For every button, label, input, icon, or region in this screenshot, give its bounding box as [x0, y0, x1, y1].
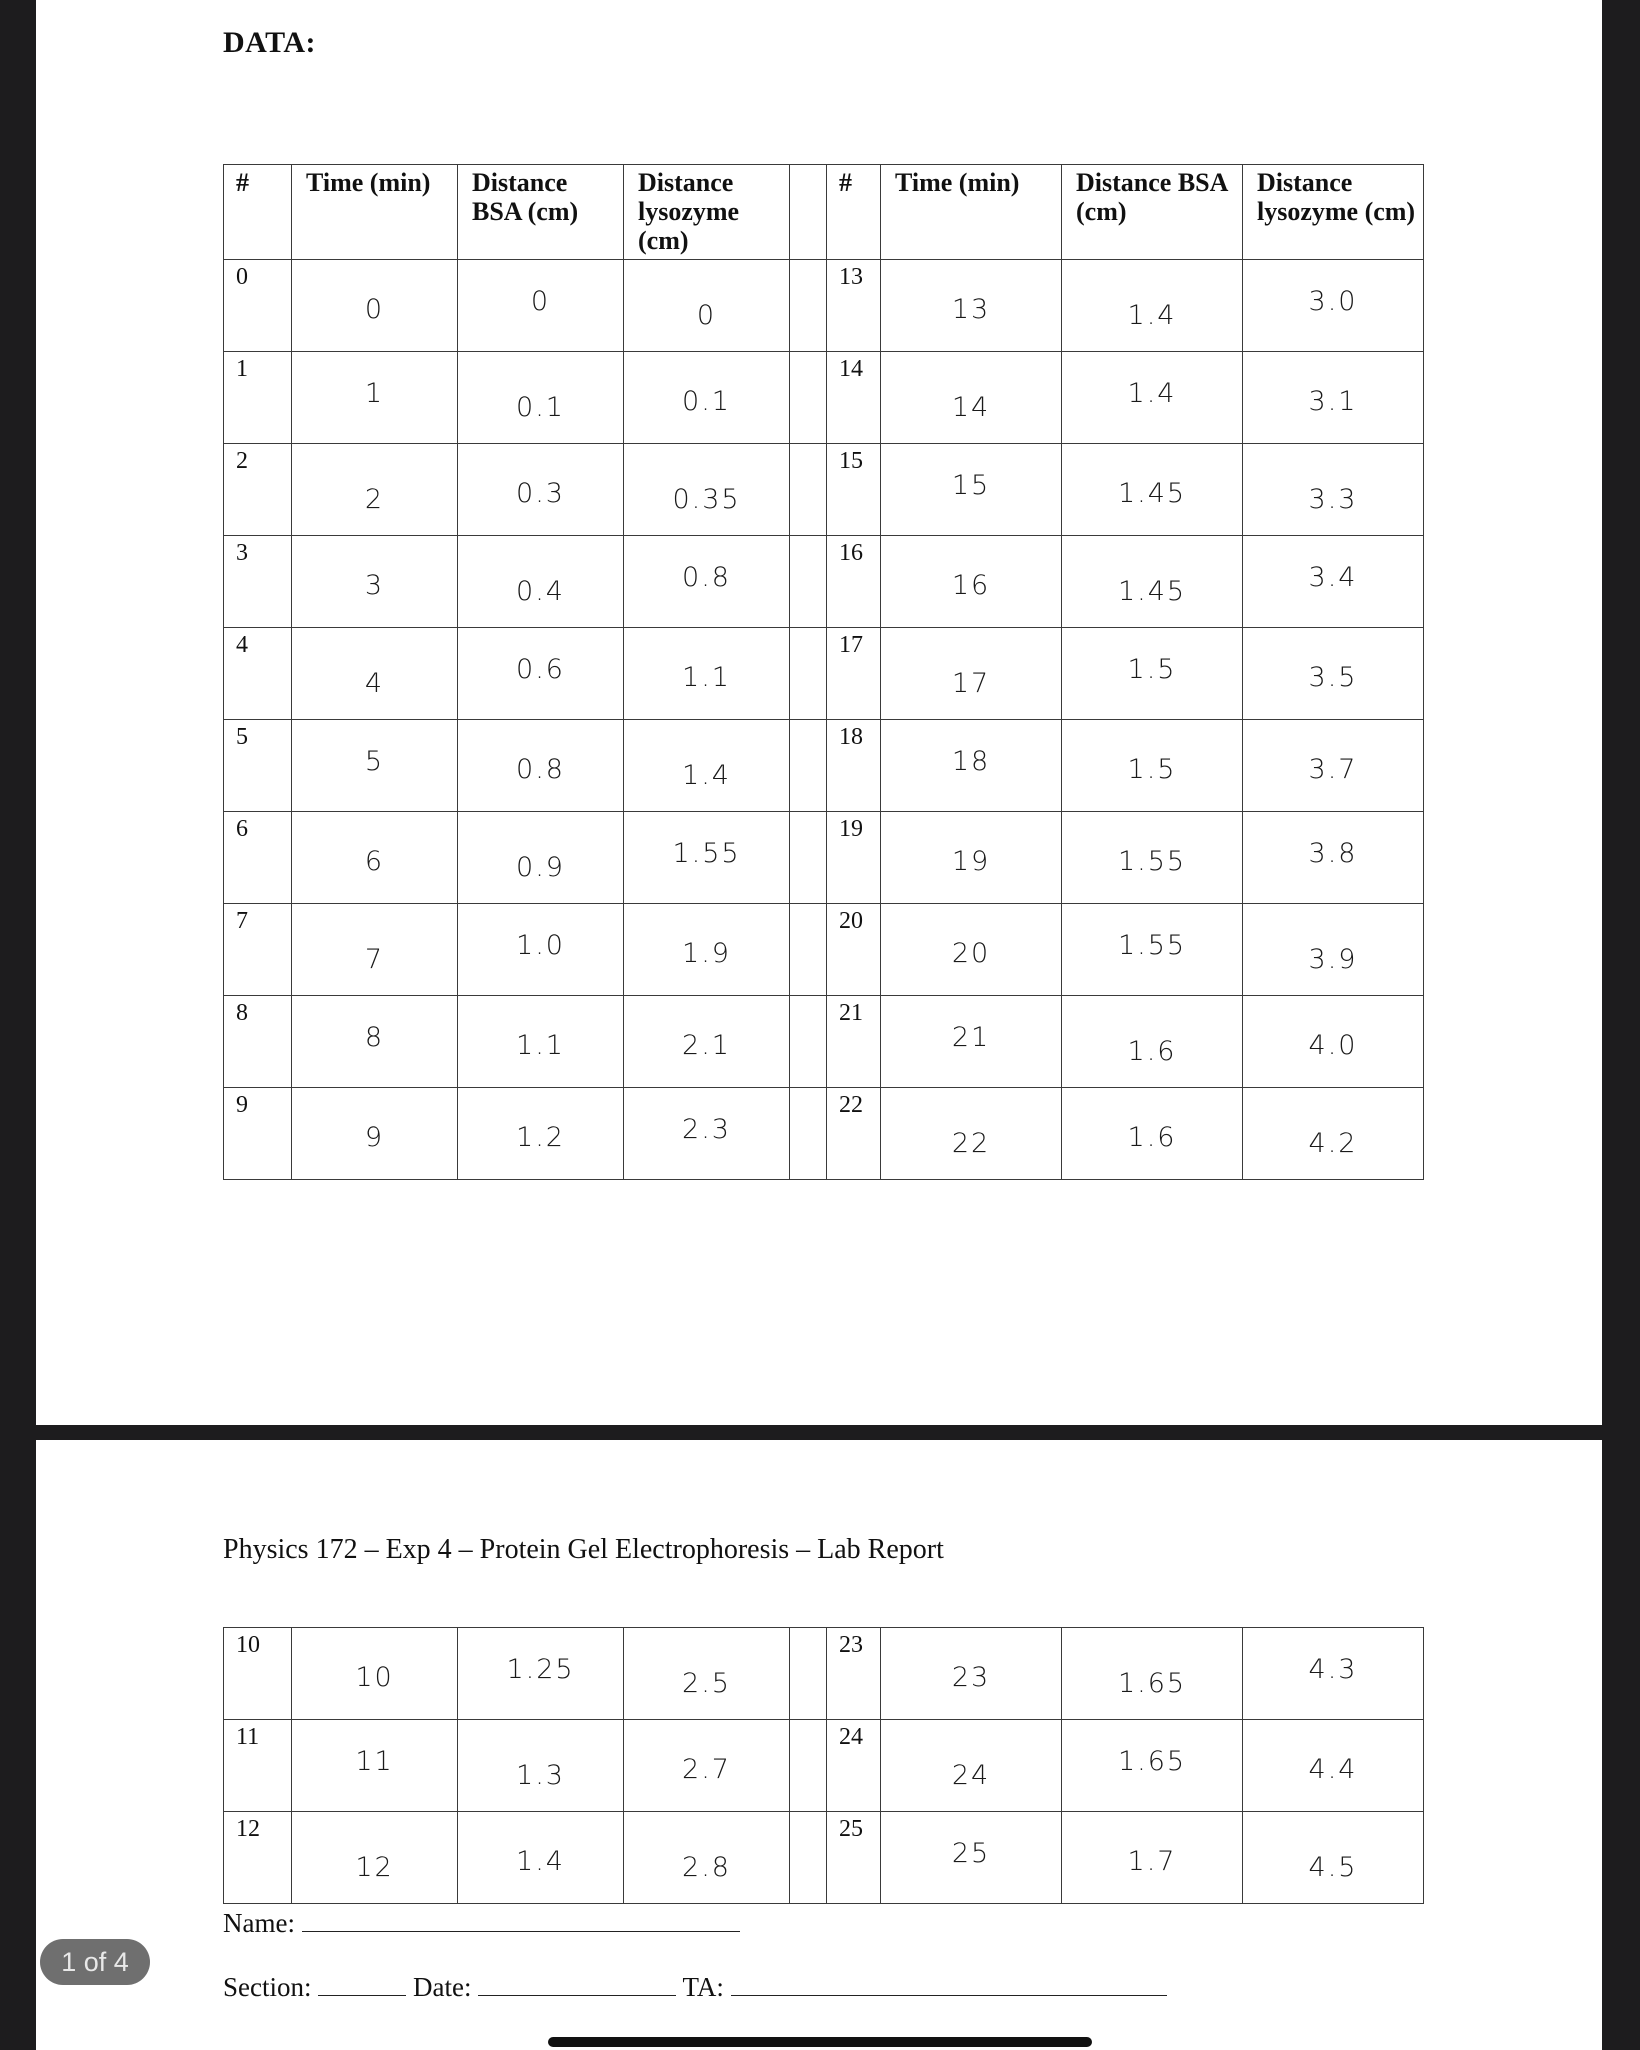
- header-distance-bsa: Distance BSA (cm): [458, 165, 624, 260]
- row-number-cell: [224, 1628, 292, 1720]
- table-row: [224, 628, 1424, 720]
- section-label: Section:: [223, 1972, 312, 2002]
- spacer-cell: [790, 444, 827, 536]
- distance-bsa-value-cell: [458, 1088, 624, 1180]
- distance-bsa-value: 1.4: [1127, 300, 1177, 331]
- distance-bsa-value: 1.7: [1127, 1846, 1177, 1877]
- distance-lysozyme-value: 0: [696, 300, 717, 331]
- spacer-cell: [790, 1628, 827, 1720]
- distance-lysozyme-value: 1.4: [682, 760, 731, 791]
- row-number: 15: [839, 448, 863, 474]
- spacer-cell: [790, 536, 827, 628]
- row-number: 5: [236, 724, 248, 750]
- time-value-cell: [881, 628, 1062, 720]
- time-value-cell: [292, 1812, 458, 1904]
- spacer-cell: [790, 904, 827, 996]
- table-row: [224, 536, 1424, 628]
- distance-bsa-value: 1.65: [1117, 1746, 1187, 1777]
- distance-lysozyme-value: 4.3: [1308, 1654, 1358, 1685]
- distance-bsa-value-cell: [458, 352, 624, 444]
- row-number-cell: [827, 996, 881, 1088]
- distance-lysozyme-value: 2.5: [682, 1668, 731, 1699]
- distance-bsa-value: 1.55: [1117, 846, 1187, 877]
- ta-field[interactable]: [731, 1973, 1167, 1996]
- distance-bsa-value: 0.3: [516, 478, 565, 509]
- distance-bsa-value: 1.45: [1117, 478, 1187, 509]
- name-field[interactable]: [302, 1909, 740, 1932]
- table-row: [224, 904, 1424, 996]
- row-number-cell: [827, 1720, 881, 1812]
- row-number-cell: [224, 628, 292, 720]
- data-table-top: [223, 164, 1424, 1180]
- distance-lysozyme-value-cell: [624, 996, 790, 1088]
- row-number-cell: [827, 444, 881, 536]
- section-date-ta-line: [223, 1972, 1167, 2003]
- time-value: 2: [364, 484, 385, 515]
- table-row: [224, 1088, 1424, 1180]
- distance-lysozyme-value: 4.4: [1308, 1754, 1358, 1785]
- time-value-cell: [881, 352, 1062, 444]
- row-number-cell: [224, 1088, 292, 1180]
- time-value-cell: [881, 536, 1062, 628]
- table-row: [224, 812, 1424, 904]
- distance-bsa-value: 1.6: [1127, 1036, 1177, 1067]
- time-value: 25: [951, 1838, 991, 1869]
- name-label: Name:: [223, 1908, 295, 1938]
- distance-bsa-value: 1.3: [516, 1760, 565, 1791]
- time-value-cell: [292, 536, 458, 628]
- distance-lysozyme-value-cell: [624, 720, 790, 812]
- distance-lysozyme-value: 4.2: [1308, 1128, 1358, 1159]
- distance-lysozyme-value-cell: [1243, 1088, 1424, 1180]
- time-value: 12: [355, 1852, 394, 1883]
- header-time: Time (min): [881, 165, 1062, 260]
- table-row: [224, 1720, 1424, 1812]
- home-indicator-bar[interactable]: [548, 2037, 1092, 2047]
- time-value-cell: [881, 1088, 1062, 1180]
- row-number: 17: [839, 632, 863, 658]
- document-page-2: [36, 1440, 1602, 2050]
- distance-lysozyme-value-cell: [1243, 720, 1424, 812]
- time-value-cell: [292, 1720, 458, 1812]
- distance-lysozyme-value: 1.55: [672, 838, 741, 869]
- row-number-cell: [224, 352, 292, 444]
- distance-bsa-value-cell: [458, 628, 624, 720]
- row-number: 12: [236, 1816, 260, 1842]
- time-value-cell: [292, 628, 458, 720]
- date-field[interactable]: [478, 1973, 676, 1996]
- row-number: 7: [236, 908, 248, 934]
- distance-bsa-value-cell: [458, 444, 624, 536]
- row-number: 9: [236, 1092, 248, 1118]
- distance-bsa-value: 1.0: [516, 930, 565, 961]
- distance-bsa-value-cell: [1062, 996, 1243, 1088]
- row-number: 8: [236, 1000, 248, 1026]
- table-row: [224, 1812, 1424, 1904]
- distance-bsa-value-cell: [458, 260, 624, 352]
- row-number: 25: [839, 1816, 863, 1842]
- spacer-cell: [790, 720, 827, 812]
- distance-lysozyme-value: 3.1: [1308, 386, 1358, 417]
- time-value: 8: [364, 1022, 385, 1053]
- time-value: 4: [364, 668, 385, 699]
- distance-lysozyme-value-cell: [624, 1088, 790, 1180]
- distance-lysozyme-value-cell: [1243, 812, 1424, 904]
- time-value: 0: [364, 294, 385, 325]
- distance-lysozyme-value-cell: [1243, 352, 1424, 444]
- distance-lysozyme-value-cell: [624, 536, 790, 628]
- distance-lysozyme-value: 0.35: [672, 484, 741, 515]
- distance-lysozyme-value-cell: [624, 1812, 790, 1904]
- spacer-cell: [790, 1720, 827, 1812]
- row-number: 0: [236, 264, 248, 290]
- time-value: 23: [951, 1662, 991, 1693]
- distance-bsa-value-cell: [458, 904, 624, 996]
- date-label: Date:: [413, 1972, 472, 2002]
- header-distance-lysozyme: Distance lysozyme (cm): [1243, 165, 1424, 260]
- table-row: [224, 996, 1424, 1088]
- time-value: 16: [951, 570, 991, 601]
- distance-bsa-value: 0.6: [516, 654, 565, 685]
- section-field[interactable]: [318, 1973, 406, 1996]
- distance-bsa-value-cell: [458, 720, 624, 812]
- distance-lysozyme-value: 3.4: [1308, 562, 1358, 593]
- distance-bsa-value: 1.65: [1117, 1668, 1187, 1699]
- distance-bsa-value: 1.1: [516, 1030, 565, 1061]
- distance-lysozyme-value-cell: [1243, 536, 1424, 628]
- distance-lysozyme-value-cell: [1243, 1812, 1424, 1904]
- distance-lysozyme-value: 0.8: [682, 562, 731, 593]
- row-number: 20: [839, 908, 863, 934]
- row-number-cell: [827, 260, 881, 352]
- time-value: 7: [364, 944, 385, 975]
- spacer-cell: [790, 996, 827, 1088]
- time-value: 5: [364, 746, 385, 777]
- distance-bsa-value: 1.2: [516, 1122, 565, 1153]
- time-value-cell: [881, 1628, 1062, 1720]
- document-page-1: [36, 0, 1602, 1425]
- table-row: [224, 260, 1424, 352]
- row-number: 10: [236, 1632, 260, 1658]
- spacer-cell: [790, 260, 827, 352]
- header-time: Time (min): [292, 165, 458, 260]
- row-number-cell: [827, 1812, 881, 1904]
- distance-lysozyme-value-cell: [624, 904, 790, 996]
- time-value-cell: [881, 812, 1062, 904]
- time-value: 1: [364, 378, 385, 409]
- distance-lysozyme-value: 0.1: [682, 386, 731, 417]
- page-title: Physics 172 – Exp 4 – Protein Gel Electrophoresis – Lab Report: [223, 1534, 944, 1565]
- header-num: #: [224, 165, 292, 260]
- distance-bsa-value: 1.4: [1127, 378, 1177, 409]
- row-number: 19: [839, 816, 863, 842]
- distance-bsa-value: 1.5: [1127, 654, 1177, 685]
- row-number-cell: [224, 444, 292, 536]
- row-number-cell: [827, 536, 881, 628]
- name-line: [223, 1908, 740, 1939]
- page-indicator-badge[interactable]: 1 of 4: [40, 1939, 150, 1985]
- header-distance-lysozyme: Distance lysozyme (cm): [624, 165, 790, 260]
- distance-bsa-value-cell: [1062, 352, 1243, 444]
- distance-bsa-value-cell: [458, 1628, 624, 1720]
- distance-lysozyme-value-cell: [624, 628, 790, 720]
- time-value-cell: [881, 720, 1062, 812]
- distance-bsa-value-cell: [458, 1812, 624, 1904]
- distance-lysozyme-value: 1.1: [682, 662, 731, 693]
- distance-bsa-value: 0.1: [516, 392, 565, 423]
- distance-lysozyme-value: 1.9: [682, 938, 731, 969]
- row-number: 11: [236, 1724, 260, 1750]
- table-row: [224, 720, 1424, 812]
- distance-bsa-value-cell: [458, 536, 624, 628]
- row-number-cell: [827, 812, 881, 904]
- distance-bsa-value-cell: [1062, 260, 1243, 352]
- distance-lysozyme-value-cell: [624, 1720, 790, 1812]
- distance-lysozyme-value-cell: [624, 812, 790, 904]
- time-value: 3: [364, 570, 385, 601]
- row-number: 21: [839, 1000, 863, 1026]
- row-number-cell: [224, 1720, 292, 1812]
- time-value: 10: [355, 1662, 394, 1693]
- row-number-cell: [827, 720, 881, 812]
- distance-lysozyme-value-cell: [1243, 1720, 1424, 1812]
- row-number: 18: [839, 724, 863, 750]
- row-number-cell: [827, 904, 881, 996]
- time-value: 17: [951, 668, 991, 699]
- time-value: 18: [951, 746, 991, 777]
- distance-bsa-value-cell: [1062, 1088, 1243, 1180]
- row-number-cell: [224, 536, 292, 628]
- distance-lysozyme-value-cell: [624, 260, 790, 352]
- distance-lysozyme-value: 3.5: [1308, 662, 1358, 693]
- time-value-cell: [292, 444, 458, 536]
- distance-bsa-value: 1.5: [1127, 754, 1177, 785]
- row-number: 23: [839, 1632, 863, 1658]
- time-value: 11: [355, 1746, 394, 1777]
- distance-bsa-value: 1.45: [1117, 576, 1187, 607]
- time-value-cell: [292, 352, 458, 444]
- distance-bsa-value-cell: [458, 1720, 624, 1812]
- row-number-cell: [224, 720, 292, 812]
- ta-label: TA:: [682, 1972, 724, 2002]
- distance-lysozyme-value: 4.0: [1308, 1030, 1358, 1061]
- row-number: 4: [236, 632, 248, 658]
- row-number-cell: [224, 812, 292, 904]
- time-value: 13: [951, 294, 991, 325]
- distance-lysozyme-value: 3.8: [1308, 838, 1358, 869]
- distance-bsa-value-cell: [458, 812, 624, 904]
- distance-lysozyme-value-cell: [624, 444, 790, 536]
- time-value-cell: [881, 904, 1062, 996]
- table-row: [224, 352, 1424, 444]
- time-value: 14: [951, 392, 991, 423]
- row-number: 13: [839, 264, 863, 290]
- row-number-cell: [827, 1088, 881, 1180]
- time-value: 15: [951, 470, 991, 501]
- distance-bsa-value-cell: [1062, 720, 1243, 812]
- time-value: 21: [951, 1022, 991, 1053]
- row-number: 2: [236, 448, 248, 474]
- distance-bsa-value-cell: [1062, 1628, 1243, 1720]
- row-number-cell: [224, 1812, 292, 1904]
- time-value-cell: [881, 1812, 1062, 1904]
- time-value-cell: [292, 904, 458, 996]
- distance-bsa-value-cell: [1062, 904, 1243, 996]
- spacer-cell: [790, 1812, 827, 1904]
- distance-lysozyme-value-cell: [1243, 260, 1424, 352]
- time-value-cell: [292, 996, 458, 1088]
- distance-lysozyme-value: 3.0: [1308, 286, 1358, 317]
- distance-lysozyme-value: 2.8: [682, 1852, 731, 1883]
- row-number-cell: [827, 628, 881, 720]
- time-value: 24: [951, 1760, 991, 1791]
- spacer-cell: [790, 628, 827, 720]
- row-number: 14: [839, 356, 863, 382]
- header-distance-bsa: Distance BSA (cm): [1062, 165, 1243, 260]
- data-table-bottom: [223, 1627, 1424, 1904]
- spacer-cell: [790, 1088, 827, 1180]
- distance-bsa-value-cell: [458, 996, 624, 1088]
- time-value-cell: [881, 1720, 1062, 1812]
- distance-lysozyme-value: 3.3: [1308, 484, 1358, 515]
- table-row: [224, 444, 1424, 536]
- time-value-cell: [292, 260, 458, 352]
- distance-lysozyme-value-cell: [1243, 904, 1424, 996]
- time-value-cell: [292, 1088, 458, 1180]
- distance-lysozyme-value: 3.9: [1308, 944, 1358, 975]
- distance-bsa-value-cell: [1062, 1720, 1243, 1812]
- distance-bsa-value: 1.4: [516, 1846, 565, 1877]
- distance-bsa-value-cell: [1062, 444, 1243, 536]
- distance-lysozyme-value: 2.7: [682, 1754, 731, 1785]
- distance-lysozyme-value-cell: [624, 1628, 790, 1720]
- distance-bsa-value: 0.8: [516, 754, 565, 785]
- distance-lysozyme-value: 4.5: [1308, 1852, 1358, 1883]
- row-number-cell: [224, 260, 292, 352]
- row-number: 24: [839, 1724, 863, 1750]
- time-value-cell: [292, 812, 458, 904]
- spacer-cell: [790, 812, 827, 904]
- time-value: 22: [951, 1128, 991, 1159]
- table-row: [224, 1628, 1424, 1720]
- distance-lysozyme-value-cell: [1243, 996, 1424, 1088]
- time-value: 19: [951, 846, 991, 877]
- distance-lysozyme-value: 2.3: [682, 1114, 731, 1145]
- distance-bsa-value-cell: [1062, 812, 1243, 904]
- time-value: 20: [951, 938, 991, 969]
- distance-bsa-value: 0: [530, 286, 551, 317]
- distance-bsa-value: 1.25: [506, 1654, 575, 1685]
- distance-lysozyme-value-cell: [1243, 1628, 1424, 1720]
- distance-lysozyme-value-cell: [1243, 444, 1424, 536]
- data-heading: DATA:: [223, 26, 317, 59]
- distance-bsa-value: 1.55: [1117, 930, 1187, 961]
- spacer-cell: [790, 165, 827, 260]
- time-value: 6: [364, 846, 385, 877]
- distance-bsa-value: 0.4: [516, 576, 565, 607]
- row-number-cell: [224, 996, 292, 1088]
- time-value-cell: [881, 260, 1062, 352]
- row-number: 3: [236, 540, 248, 566]
- table-header-row: [224, 165, 1424, 260]
- time-value-cell: [292, 720, 458, 812]
- distance-bsa-value-cell: [1062, 628, 1243, 720]
- distance-bsa-value: 0.9: [516, 852, 565, 883]
- distance-bsa-value-cell: [1062, 536, 1243, 628]
- distance-lysozyme-value: 2.1: [682, 1030, 731, 1061]
- row-number-cell: [224, 904, 292, 996]
- row-number: 22: [839, 1092, 863, 1118]
- row-number-cell: [827, 1628, 881, 1720]
- distance-bsa-value-cell: [1062, 1812, 1243, 1904]
- time-value: 9: [364, 1122, 385, 1153]
- time-value-cell: [881, 996, 1062, 1088]
- distance-lysozyme-value-cell: [1243, 628, 1424, 720]
- row-number: 1: [236, 356, 248, 382]
- row-number: 6: [236, 816, 248, 842]
- spacer-cell: [790, 352, 827, 444]
- distance-lysozyme-value: 3.7: [1308, 754, 1358, 785]
- header-num: #: [827, 165, 881, 260]
- row-number: 16: [839, 540, 863, 566]
- distance-lysozyme-value-cell: [624, 352, 790, 444]
- time-value-cell: [881, 444, 1062, 536]
- time-value-cell: [292, 1628, 458, 1720]
- row-number-cell: [827, 352, 881, 444]
- distance-bsa-value: 1.6: [1127, 1122, 1177, 1153]
